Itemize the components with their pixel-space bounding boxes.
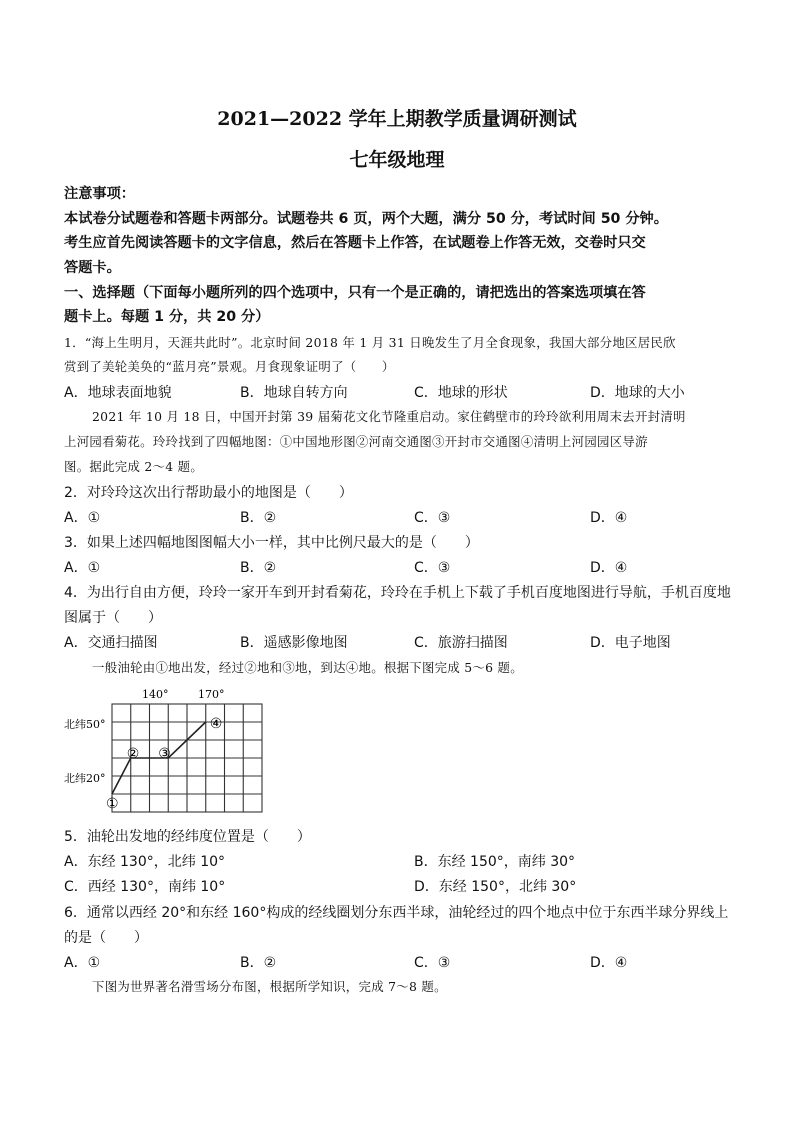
q4-option-b: B．遥感影像地图 [240,635,348,651]
section-heading-line-2: 题卡上。每题 1 分，共 20 分） [64,309,270,325]
q1-option-c: C．地球的形状 [414,385,508,401]
lon-label-140: 140° [142,688,169,701]
lat-label-20n: 北纬20° [64,772,106,785]
q3-option-c: C．③ [414,560,451,576]
route-point-3: ③ [158,746,171,762]
q4-option-d: D．电子地图 [590,635,671,651]
lat-label-50n: 北纬50° [64,718,106,731]
notice-line-1: 本试卷分试题卷和答题卡两部分。试题卷共 6 页，两个大题，满分 50 分，考试时间 50 分钟。 [64,211,668,227]
q6-stem-line-1: 6．通常以西经 20°和东经 160°构成的经线圈划分东西半球，油轮经过的四个地点中位于东西半球分界线上 [64,905,729,921]
q4-option-a: A．交通扫描图 [64,635,158,651]
q5-stem: 5．油轮出发地的经纬度位置是（ ） [64,829,311,845]
q6-option-b: B．② [240,955,277,971]
route-point-1: ① [106,796,119,812]
q3-option-a: A．① [64,560,101,576]
q3-option-d: D．④ [590,560,628,576]
q5-option-c: C．西经 130°，南纬 10° [64,879,226,895]
q2-option-a: A．① [64,510,101,526]
q4-option-c: C．旅游扫描图 [414,635,508,651]
section-heading-line-1: 一、选择题（下面每小题所列的四个选项中，只有一个是正确的，请把选出的答案选项填在答 [64,285,646,301]
exam-title: 2021—2022 学年上期教学质量调研测试 [217,108,577,130]
exam-subject: 七年级地理 [349,149,445,171]
q1-option-b: B．地球自转方向 [240,385,348,401]
q1-option-d: D．地球的大小 [590,385,685,401]
latitude-longitude-grid-map [60,684,270,816]
q5-option-d: D．东经 150°，北纬 30° [414,879,577,895]
q6-stem-line-2: 的是（ ） [64,930,148,946]
passage1-line-1: 2021 年 10 月 18 日，中国开封第 39 届菊花文化节隆重启动。家住鹤壁市的玲玲欲利用周末去开封清明 [92,409,686,424]
notice-line-2: 考生应首先阅读答题卡的文字信息，然后在答题卡上作答，在试题卷上作答无效，交卷时只交 [64,235,646,251]
q1-option-a: A．地球表面地貌 [64,385,172,401]
q1-stem-line-1: 1．“海上生明月，天涯共此时”。北京时间 2018 年 1 月 31 日晚发生了月全食现象，我国大部分地区居民欣 [64,335,676,350]
notice-label: 注意事项： [64,186,135,202]
q6-option-a: A．① [64,955,101,971]
passage3: 下图为世界著名滑雪场分布图，根据所学知识，完成 7～8 题。 [92,979,447,994]
q2-stem: 2．对玲玲这次出行帮助最小的地图是（ ） [64,485,353,501]
q6-option-d: D．④ [590,955,628,971]
q3-stem: 3．如果上述四幅地图图幅大小一样，其中比例尺最大的是（ ） [64,535,479,551]
q2-option-d: D．④ [590,510,628,526]
passage1-line-3: 图。据此完成 2～4 题。 [64,459,204,474]
route-point-2: ② [126,746,140,762]
q4-stem-line-2: 图属于（ ） [64,610,162,626]
q6-option-c: C．③ [414,955,451,971]
q4-stem-line-1: 4．为出行自由方便，玲玲一家开车到开封看菊花，玲玲在手机上下载了手机百度地图进行导航，手机百度地 [64,585,731,601]
passage2: 一般油轮由①地出发，经过②地和③地，到达④地。根据下图完成 5～6 题。 [92,660,523,675]
lon-label-170: 170° [198,688,225,701]
notice-line-3: 答题卡。 [64,260,121,276]
q5-option-b: B．东经 150°，南纬 30° [414,854,576,870]
q1-stem-line-2: 赏到了美轮美奂的“蓝月亮”景观。月食现象证明了（ ） [64,359,395,374]
passage1-line-2: 上河园看菊花。玲玲找到了四幅地图：①中国地形图②河南交通图③开封市交通图④清明上河园园区导游 [64,434,648,449]
q5-option-a: A．东经 130°，北纬 10° [64,854,226,870]
q3-option-b: B．② [240,560,277,576]
q2-option-c: C．③ [414,510,451,526]
route-point-4: ④ [209,716,223,732]
q2-option-b: B．② [240,510,277,526]
